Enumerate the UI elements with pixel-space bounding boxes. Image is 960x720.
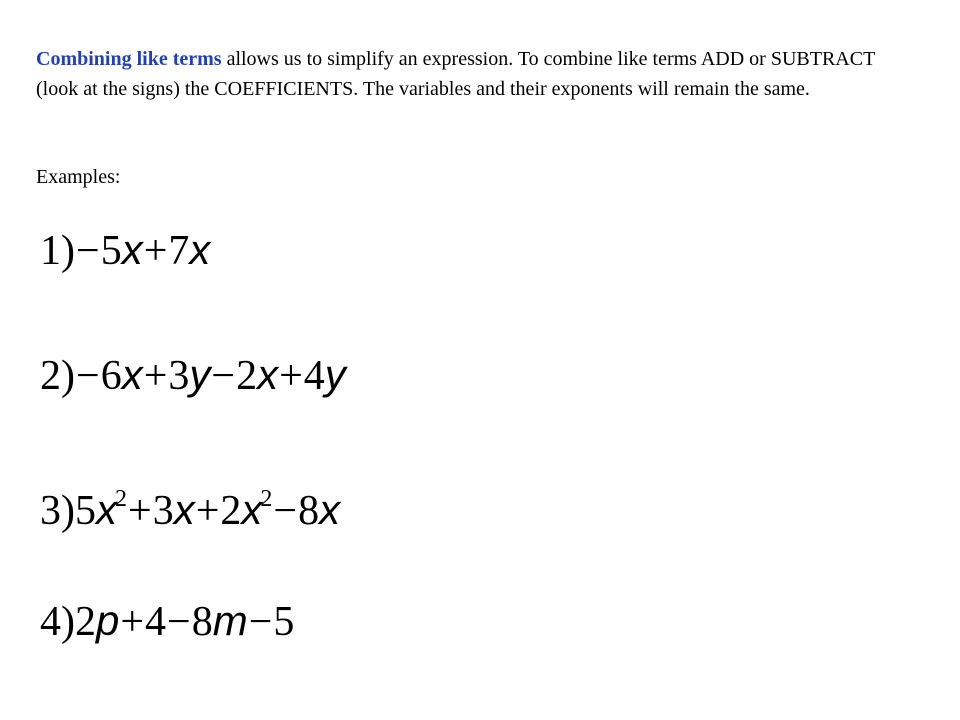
operator: + (143, 353, 168, 399)
coefficient: 3 (152, 488, 174, 534)
operator: − (273, 488, 298, 534)
key-term: Combining like terms (36, 48, 222, 70)
coefficient: 2 (236, 353, 258, 399)
variable: x (257, 351, 279, 398)
variable: p (96, 597, 120, 644)
variable: x (121, 226, 143, 273)
coefficient: 2 (75, 599, 96, 645)
variable: x (173, 486, 195, 533)
coefficient: 5 (100, 228, 122, 274)
operator: − (76, 353, 100, 399)
coefficient: 2 (220, 488, 242, 534)
coefficient: 8 (298, 488, 320, 534)
example-4 (40, 596, 294, 647)
intro-text: allows us to simplify an expression. To combine like terms ADD or SUBTRACT (look at the signs) the COEFFICIENTS. The variables and their exponents will remain the same. (36, 48, 875, 100)
variable: y (324, 351, 346, 398)
expression (75, 353, 346, 399)
operator: + (195, 488, 220, 534)
variable: x (241, 486, 263, 533)
variable: x (121, 351, 143, 398)
examples-label: Examples: (36, 166, 121, 188)
coefficient: 8 (191, 599, 213, 645)
variable: y (189, 351, 211, 398)
variable: x (319, 486, 341, 533)
coefficient: 5 (273, 599, 295, 645)
coefficient: 7 (168, 228, 190, 274)
example-3 (40, 474, 340, 536)
expression (75, 228, 210, 274)
expression (75, 488, 340, 534)
exponent: 2 (260, 486, 273, 512)
operator: + (279, 353, 303, 399)
example-number: 4) (40, 599, 75, 645)
operator: − (248, 599, 273, 645)
operator: − (211, 353, 236, 399)
variable: x (189, 226, 211, 273)
example-number: 2) (40, 353, 75, 399)
coefficient: 4 (145, 599, 167, 645)
example-2 (40, 350, 346, 401)
intro-paragraph (36, 44, 906, 104)
variable: x (96, 486, 117, 533)
operator: + (128, 488, 152, 534)
operator: − (167, 599, 191, 645)
coefficient: 3 (168, 353, 190, 399)
operator: − (76, 228, 100, 274)
expression (75, 599, 294, 645)
example-number: 1) (40, 228, 75, 274)
operator: + (143, 228, 168, 274)
coefficient: 4 (303, 353, 325, 399)
exponent: 2 (115, 486, 127, 512)
variable: m (212, 597, 248, 644)
example-number: 3) (40, 488, 75, 534)
coefficient: 6 (100, 353, 122, 399)
coefficient: 5 (75, 488, 96, 534)
example-1 (40, 225, 210, 276)
operator: + (120, 599, 145, 645)
